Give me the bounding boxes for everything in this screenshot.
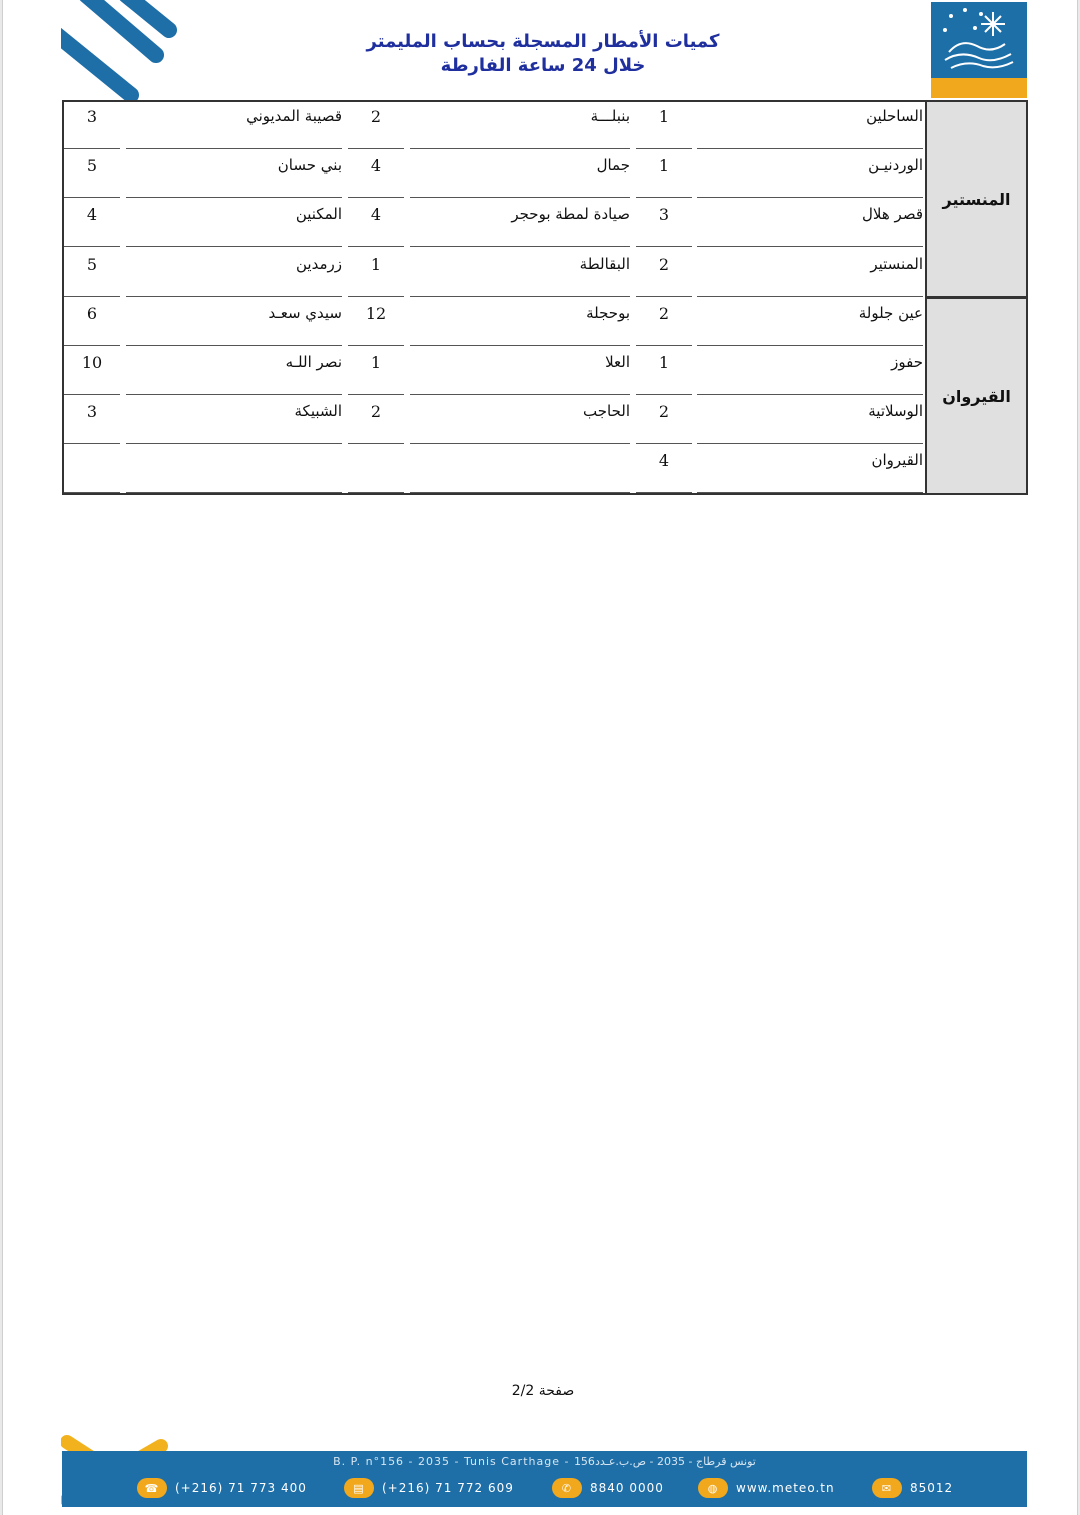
station-name: صيادة لمطة بوحجر (410, 199, 630, 247)
rainfall-value: 5 (64, 150, 120, 198)
rainfall-value: 6 (64, 298, 120, 346)
rainfall-value: 4 (64, 199, 120, 247)
footer-website[interactable]: ◍ www.meteo.tn (698, 1475, 835, 1501)
rainfall-value: 3 (64, 396, 120, 444)
table-row (64, 249, 924, 298)
title-line-1: كميات الأمطار المسجلة بحساب المليمتر (366, 31, 720, 52)
station-name: البقالطة (410, 249, 630, 297)
rainfall-value: 1 (636, 101, 692, 149)
rainfall-value: 2 (348, 396, 404, 444)
rainfall-value: 4 (348, 150, 404, 198)
sms-icon: ✉ (872, 1478, 902, 1498)
rainfall-value: 1 (636, 150, 692, 198)
rainfall-value: 4 (348, 199, 404, 247)
table-row (64, 199, 924, 248)
rainfall-value (348, 445, 404, 493)
station-name: قصر هلال (697, 199, 923, 247)
station-name: زرمدين (126, 249, 342, 297)
station-name (126, 445, 342, 493)
station-name: الساحلين (697, 101, 923, 149)
governorate-cell: المنستير (925, 100, 1028, 298)
footer-fax: ▤ (+216) 71 772 609 (344, 1475, 514, 1501)
table-row (64, 101, 924, 150)
rainfall-value: 12 (348, 298, 404, 346)
footer-hotline: ✆ 8840 0000 (552, 1475, 664, 1501)
footer-sms: ✉ 85012 (872, 1475, 953, 1501)
station-name (410, 445, 630, 493)
rainfall-value: 2 (348, 101, 404, 149)
footer-address: B. P. n°156 - 2035 - Tunis Carthage - تونس قرطاج - 2035 - ص.ب.عـدد156 (333, 1455, 756, 1468)
rainfall-value: 3 (64, 101, 120, 149)
station-name: الوردنيـن (697, 150, 923, 198)
station-name: بني حسان (126, 150, 342, 198)
footer-phone: ☎ (+216) 71 773 400 (137, 1475, 307, 1501)
snowflake-wave-icon (931, 2, 1027, 78)
table-row (64, 150, 924, 199)
rainfall-value (64, 445, 120, 493)
table-row (64, 347, 924, 396)
station-name: بوحجلة (410, 298, 630, 346)
title-line-2: خلال 24 ساعة الفارطة (440, 55, 646, 76)
station-name: بنبلـــة (410, 101, 630, 149)
station-name: العلا (410, 347, 630, 395)
station-name: الشبيكة (126, 396, 342, 444)
station-name: القيروان (697, 445, 923, 493)
rainfall-value: 1 (348, 249, 404, 297)
station-name: الوسلاتية (697, 396, 923, 444)
rainfall-value: 2 (636, 396, 692, 444)
rainfall-value: 4 (636, 445, 692, 493)
governorate-cell: القيروان (925, 297, 1028, 495)
table-row (64, 396, 924, 445)
rainfall-value: 1 (636, 347, 692, 395)
hotline-icon: ✆ (552, 1478, 582, 1498)
rainfall-value: 1 (348, 347, 404, 395)
station-name: جمال (410, 150, 630, 198)
rainfall-value: 10 (64, 347, 120, 395)
rainfall-value: 2 (636, 249, 692, 297)
station-name: نصر اللـه (126, 347, 342, 395)
header-stripes-decoration (61, 0, 181, 100)
logo-band (931, 78, 1027, 98)
rainfall-value: 5 (64, 249, 120, 297)
phone-icon: ☎ (137, 1478, 167, 1498)
document-page (2, 0, 1078, 1515)
institute-logo (931, 2, 1027, 98)
page-number: صفحة 2/2 (511, 1383, 575, 1399)
station-name: عين جلولة (697, 298, 923, 346)
page-title (303, 30, 783, 78)
station-name: المكنين (126, 199, 342, 247)
globe-icon: ◍ (698, 1478, 728, 1498)
station-name: المنستير (697, 249, 923, 297)
rainfall-value: 3 (636, 199, 692, 247)
station-name: سيدي سعـد (126, 298, 342, 346)
station-name: قصيبة المديوني (126, 101, 342, 149)
station-name: حفوز (697, 347, 923, 395)
station-name: الحاجب (410, 396, 630, 444)
rainfall-value: 2 (636, 298, 692, 346)
footer-bar (62, 1451, 1027, 1507)
fax-icon: ▤ (344, 1478, 374, 1498)
table-row (64, 445, 924, 494)
table-row (64, 298, 924, 347)
